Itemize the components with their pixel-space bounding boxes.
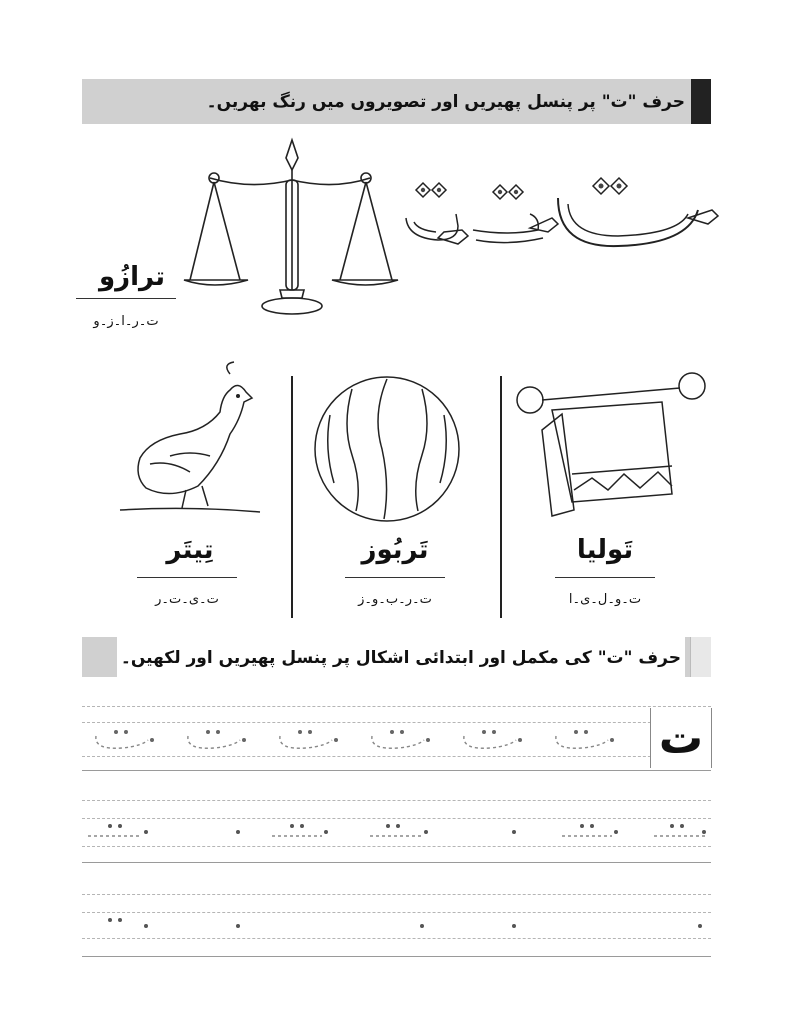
- spelling-tarbooz: ت۔ر۔ب۔و۔ز: [358, 592, 432, 607]
- banner-tab: [691, 79, 711, 124]
- word-tarbooz: تَربُوز: [361, 535, 429, 565]
- scale-icon: [180, 140, 400, 320]
- bottom-instruction-text: حرف "ت" کی مکمل اور ابتدائی اشکال پر پنسل پھیریں اور لکھیں۔: [117, 637, 685, 677]
- word-underline: [76, 298, 176, 299]
- spelling-tolia: ت۔و۔ل۔ی۔ا: [568, 592, 642, 607]
- word-teetar: تِیتَر: [166, 535, 214, 565]
- word-underline: [345, 577, 445, 578]
- top-instruction-text: حرف "ت" پر پنسل پھیریں اور تصویروں میں رنگ بھریں۔: [206, 92, 685, 112]
- guide-line: [82, 894, 711, 895]
- word-underline: [555, 577, 655, 578]
- column-divider: [500, 376, 502, 618]
- guide-line: [82, 956, 711, 957]
- guide-line: [82, 770, 711, 771]
- spelling-tarazu: ت۔ر۔ا۔ز۔و: [93, 314, 159, 329]
- tracing-row-2: [82, 818, 712, 848]
- guide-line: [82, 706, 711, 707]
- quail-icon: [110, 360, 270, 525]
- word-tarazu: ترازُو: [99, 262, 165, 292]
- guide-line: [82, 938, 711, 939]
- top-instruction-banner: [82, 79, 711, 124]
- letter-forms-tracing: [398, 168, 718, 268]
- column-divider: [291, 376, 293, 618]
- watermelon-icon: [312, 375, 462, 523]
- bottom-instruction-banner: [82, 637, 711, 677]
- guide-line: [82, 862, 711, 863]
- tracing-row-1: [82, 722, 652, 762]
- guide-line: [82, 800, 711, 801]
- word-tolia: تَولیا: [576, 535, 634, 565]
- tracing-row-3: [82, 912, 712, 936]
- word-underline: [137, 577, 237, 578]
- banner-tab: [690, 637, 711, 677]
- towel-icon: [512, 370, 712, 530]
- spelling-teetar: ت۔ی۔ت۔ر: [155, 592, 219, 607]
- practice-letter-box: ت: [650, 708, 712, 768]
